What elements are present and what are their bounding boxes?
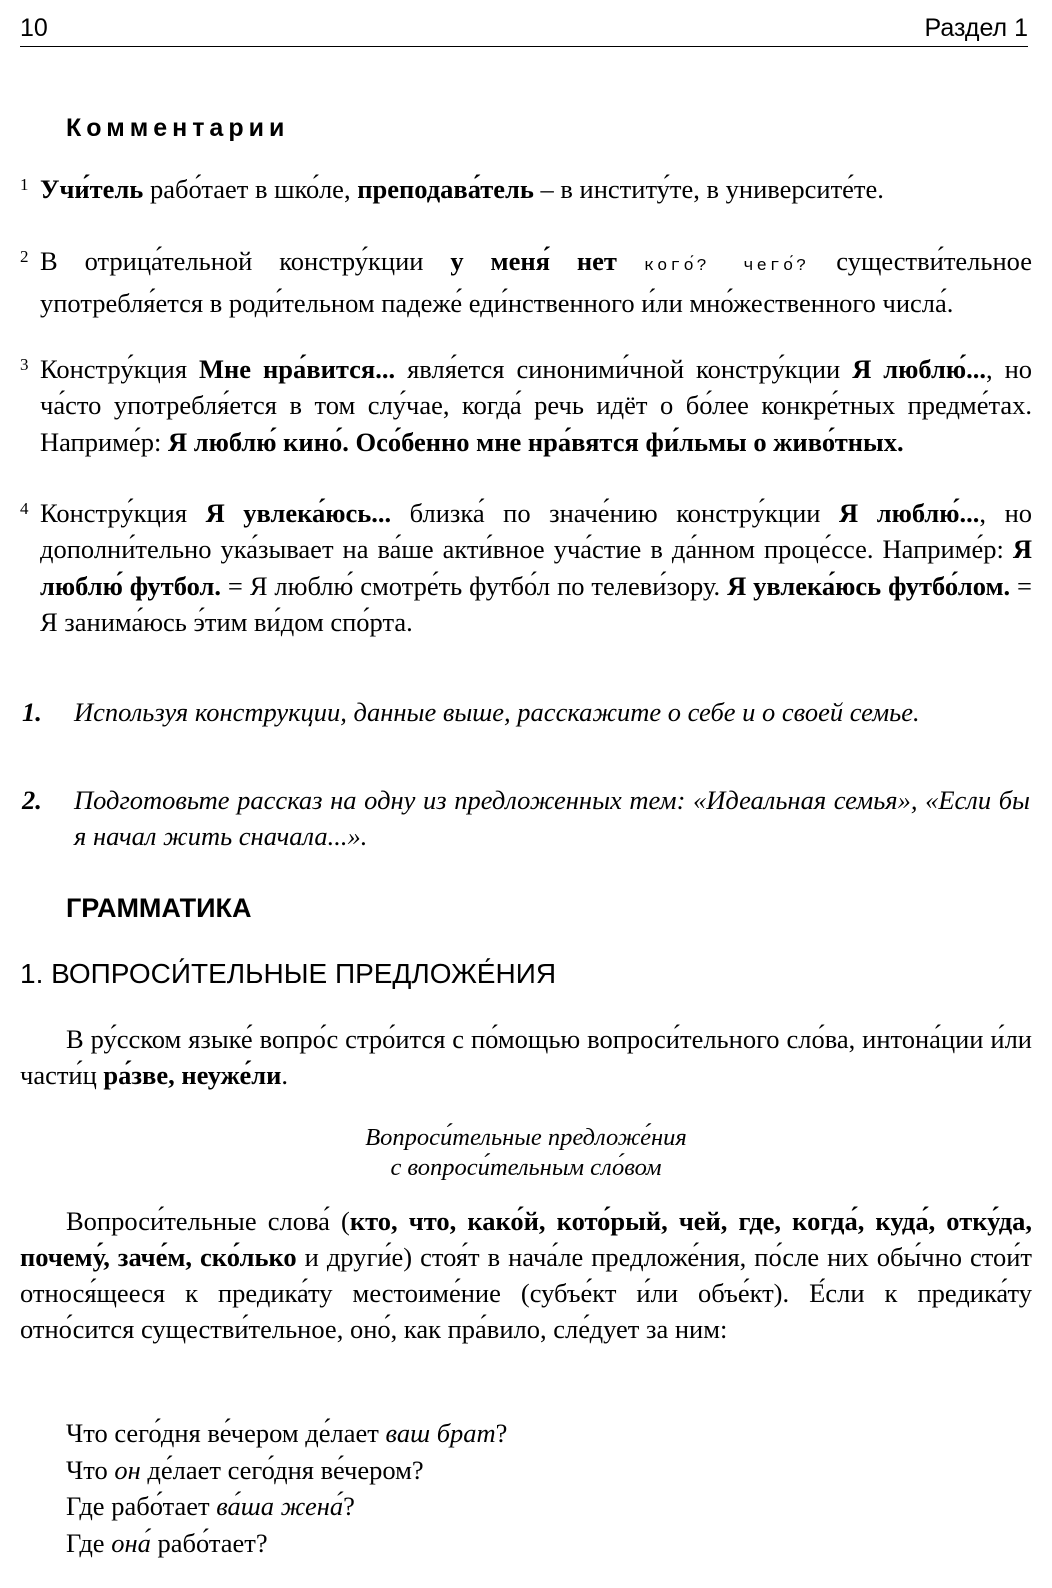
example-sentence (66, 1488, 507, 1525)
comment-text (40, 243, 1032, 322)
example-list (66, 1415, 507, 1561)
footnote-marker: 3 (20, 355, 29, 374)
bold-run: Я увлека́юсь футбо́лом. (727, 570, 1011, 601)
task-text: Подготовьте рассказ на одну из предложенных тем: «Идеальная семья», «Если бы я начал жить сначала...». (74, 785, 1030, 851)
task-number: 2. (22, 785, 42, 815)
grammar-heading: ГРАММАТИКА (66, 893, 252, 923)
grammar-intro-paragraph (20, 1021, 1032, 1093)
text-run: В отрица́тельной констру́кции (40, 246, 451, 276)
text-run: – в институ́те, в университе́те. (533, 174, 884, 204)
text-run: = Я занима́юсь э́тим ви́дом спо́рта. (40, 570, 1033, 637)
text-run: В ру́сском языке́ вопро́с стро́ится с по́мощью вопроси́тельного сло́ва, интона́ции и́ли части́ц (20, 1024, 1032, 1090)
text-run: рабо́тает? (150, 1527, 268, 1558)
text-run (617, 246, 644, 276)
bold-run: преподава́тель (357, 174, 534, 204)
text-run: рабо́тает в шко́ле, (143, 174, 358, 204)
text-run: Констру́кция (40, 354, 199, 384)
text-run: Что (66, 1454, 115, 1485)
comments-heading: Комментарии (66, 114, 290, 142)
centered-subheading-line: Вопроси́тельные предложе́ния (365, 1124, 687, 1151)
bold-run: Я люблю́... (852, 354, 986, 384)
text-run: и други́е) стоя́т в нача́ле предложе́ния, по́сле них обы́чно стои́т относя́щееся к предика́ту местоиме́ние (субъе́кт и́ли объе́кт). Е́сли к предика́ту отно́сится существи́тельное, оно́, как пра́вило, сле́дует за ним: (20, 1242, 1032, 1344)
task-text: Используя конструкции, данные выше, расскажите о себе и о своей семье. (74, 697, 920, 727)
task-2 (22, 782, 1030, 854)
section-label: Раздел 1 (924, 14, 1028, 42)
bold-run: у меня́ нет (450, 246, 617, 276)
text-run: Что сего́дня ве́чером де́лает (66, 1418, 386, 1448)
spaced-run: кого́? чего́? (643, 257, 810, 276)
text-run: Где рабо́тает (66, 1491, 217, 1521)
comment-text (40, 495, 1032, 640)
page-number: 10 (20, 14, 48, 42)
comment-note-2 (20, 243, 1032, 322)
bold-run: Учи́тель (40, 174, 144, 204)
task-number: 1. (22, 697, 42, 727)
bold-run: Я люблю́ кино́. Осо́бенно мне нра́вятся фи́льмы о живо́тных. (167, 426, 904, 457)
italic-run: ва́ша жена́ (216, 1491, 344, 1521)
footnote-marker: 1 (20, 175, 29, 194)
grammar-subheading: 1. ВОПРОСИ́ТЕЛЬНЫЕ ПРЕДЛОЖЕ́НИЯ (20, 958, 557, 989)
italic-run: она́ (111, 1527, 151, 1558)
italic-run: ваш брат (385, 1418, 496, 1448)
centered-subheading (20, 1123, 1032, 1183)
bold-run: Я люблю́... (839, 498, 980, 528)
text-run: де́лает сего́дня ве́чером? (140, 1454, 424, 1485)
bold-run: кто, что, како́й, кото́рый, чей, где, когда́, куда́, отку́да, почему́, заче́м, ско́лько (20, 1206, 1032, 1272)
running-header (20, 10, 1028, 47)
text-run: , но ча́сто употребля́ется в том слу́чае, когда́ речь идёт о бо́лее конкре́тных предме́тах. Наприме́р: (40, 354, 1032, 457)
example-sentence (66, 1452, 507, 1489)
task-1 (22, 694, 1030, 730)
footnote-marker: 2 (20, 247, 29, 266)
bold-run: Я увлека́юсь... (205, 498, 392, 528)
footnote-marker: 4 (20, 499, 29, 518)
example-sentence (66, 1415, 507, 1452)
text-run: существи́тельное употребля́ется в роди́тельном падеже́ еди́нственного и́ли мно́жественного числа́. (40, 246, 1033, 319)
comment-text (40, 351, 1032, 460)
text-run: ? (495, 1418, 508, 1448)
comment-note-1 (20, 171, 1032, 207)
grammar-body-paragraph (20, 1203, 1032, 1347)
text-run: = Я люблю́ смотре́ть футбо́л по телеви́зору. (221, 570, 728, 601)
text-run: . (281, 1060, 289, 1090)
italic-run: он (114, 1454, 141, 1485)
text-run: Где (66, 1527, 112, 1558)
text-run: Констру́кция (40, 498, 206, 528)
comment-note-4 (20, 495, 1032, 640)
bold-run: Я люблю́ футбол. (40, 534, 1032, 601)
text-run: ? (343, 1491, 355, 1521)
text-run: явля́ется синоними́чной констру́кции (395, 354, 853, 384)
text-run: близка́ по значе́нию констру́кции (391, 498, 840, 528)
text-run: Вопроси́тельные слова́ ( (66, 1206, 350, 1236)
example-sentence (66, 1525, 507, 1562)
comment-text (40, 171, 1032, 207)
centered-subheading-line: с вопроси́тельным сло́вом (390, 1154, 662, 1181)
bold-run: ра́зве, неуже́ли (103, 1060, 282, 1090)
bold-run: Мне нра́вится... (199, 354, 396, 384)
comment-note-3 (20, 351, 1032, 460)
text-run: , но дополни́тельно ука́зывает на ва́ше акти́вное уча́стие в да́нном проце́ссе. Наприме́р: (40, 498, 1033, 565)
